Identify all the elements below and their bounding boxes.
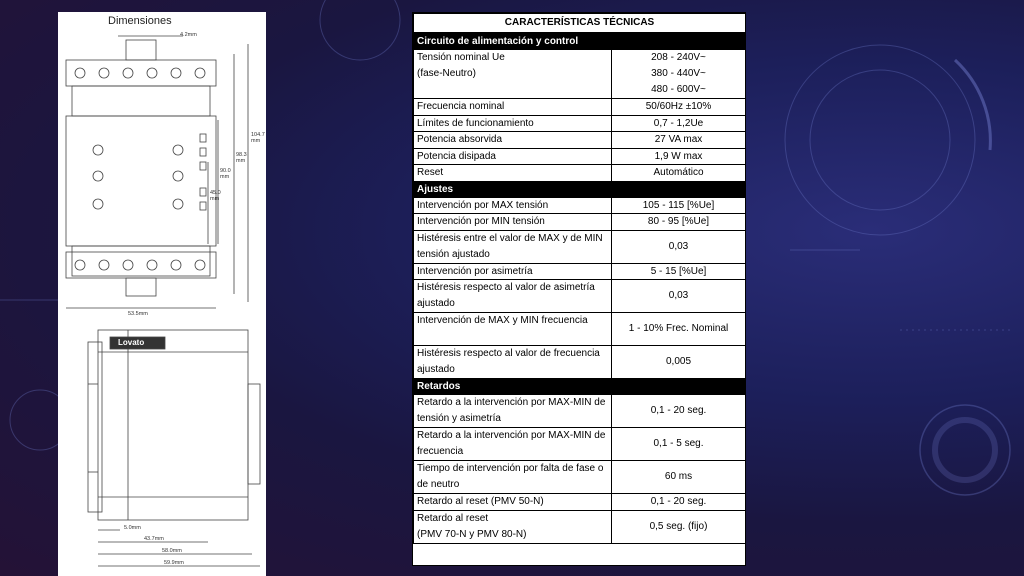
row-label: Potencia disipada [414,148,612,165]
drawing-title: Dimensiones [108,15,172,27]
row-label: Histéresis respecto al valor de asimetría ajustado [414,280,612,313]
spec-table [413,13,746,544]
table-row [414,214,746,231]
row-label: Límites de funcionamiento [414,115,612,132]
dim-98-label: 98.3 mm [236,152,247,164]
row-value: 0,5 seg. (fijo) [612,510,746,543]
row-value: 0,1 - 5 seg. [612,428,746,461]
reset-delay-label-1: Retardo al reset [417,512,489,524]
section-delays: Retardos [414,379,746,395]
dim-45-label: 45.0 mm [210,190,221,202]
table-row [414,494,746,511]
table-row [414,263,746,280]
table-row [414,461,746,494]
row-label: Frecuencia nominal [414,99,612,116]
row-label [414,510,612,543]
table-row [414,115,746,132]
row-label: Retardo al reset (PMV 50-N) [414,494,612,511]
row-label: Retardo a la intervención por MAX-MIN de tensión y asimetría [414,395,612,428]
row-label: Intervención por asimetría [414,263,612,280]
section-power: Circuito de alimentación y control [414,33,746,50]
table-row [414,230,746,263]
table-row [414,148,746,165]
row-label: Reset [414,165,612,182]
row-value: Automático [612,165,746,182]
row-label: Histéresis entre el valor de MAX y de MIN tensión ajustado [414,230,612,263]
row-value [612,50,746,99]
row-label: Potencia absorvida [414,132,612,149]
row-value: 5 - 15 [%Ue] [612,263,746,280]
row-label [414,50,612,99]
brand-logo: Lovato [118,338,145,347]
row-value: 60 ms [612,461,746,494]
dim-58-label: 58.0mm [162,548,182,554]
spec-table-panel [412,12,746,566]
row-value: 0,1 - 20 seg. [612,395,746,428]
table-row [414,428,746,461]
device-drawing [58,12,266,576]
dim-43-label: 43.7mm [144,536,164,542]
table-row [414,197,746,214]
dim-59-label: 59.9mm [164,560,184,566]
row-value: 0,005 [612,346,746,379]
tension-label-1: Tensión nominal Ue [417,52,505,63]
row-label: Intervención de MAX y MIN frecuencia [414,313,612,346]
table-row [414,395,746,428]
tension-value-2: 380 - 440V~ [651,68,706,79]
tension-label-2: (fase-Neutro) [417,68,476,79]
table-row [414,165,746,182]
table-row [414,132,746,149]
table-row [414,313,746,346]
row-label: Tiempo de intervención por falta de fase o de neutro [414,461,612,494]
row-value: 0,03 [612,280,746,313]
row-value: 105 - 115 [%Ue] [612,197,746,214]
table-row [414,50,746,99]
row-value: 0,7 - 1,2Ue [612,115,746,132]
dim-104-label: 104.7 mm [251,132,265,144]
dim-width-label: 53.5mm [128,311,148,317]
table-row [414,346,746,379]
row-value: 1 - 10% Frec. Nominal [612,313,746,346]
table-row [414,280,746,313]
row-label: Retardo a la intervención por MAX-MIN de frecuencia [414,428,612,461]
row-label: Histéresis respecto al valor de frecuencia ajustado [414,346,612,379]
table-title: CARACTERÍSTICAS TÉCNICAS [414,14,746,34]
row-value: 50/60Hz ±10% [612,99,746,116]
tension-value-1: 208 - 240V~ [651,52,706,63]
row-label: Intervención por MAX tensión [414,197,612,214]
dim-90-label: 90.0 mm [220,168,231,180]
reset-delay-label-2: (PMV 70-N y PMV 80-N) [417,528,527,540]
row-value: 0,1 - 20 seg. [612,494,746,511]
dim-hole-label: 4.2mm [180,32,197,38]
table-row [414,99,746,116]
row-label: Intervención por MIN tensión [414,214,612,231]
tension-value-3: 480 - 600V~ [651,84,706,95]
row-value: 27 VA max [612,132,746,149]
dim-5-label: 5.0mm [124,525,141,531]
row-value: 0,03 [612,230,746,263]
table-row [414,510,746,543]
section-settings: Ajustes [414,181,746,197]
dimensions-drawing [58,12,266,576]
row-value: 80 - 95 [%Ue] [612,214,746,231]
row-value: 1,9 W max [612,148,746,165]
